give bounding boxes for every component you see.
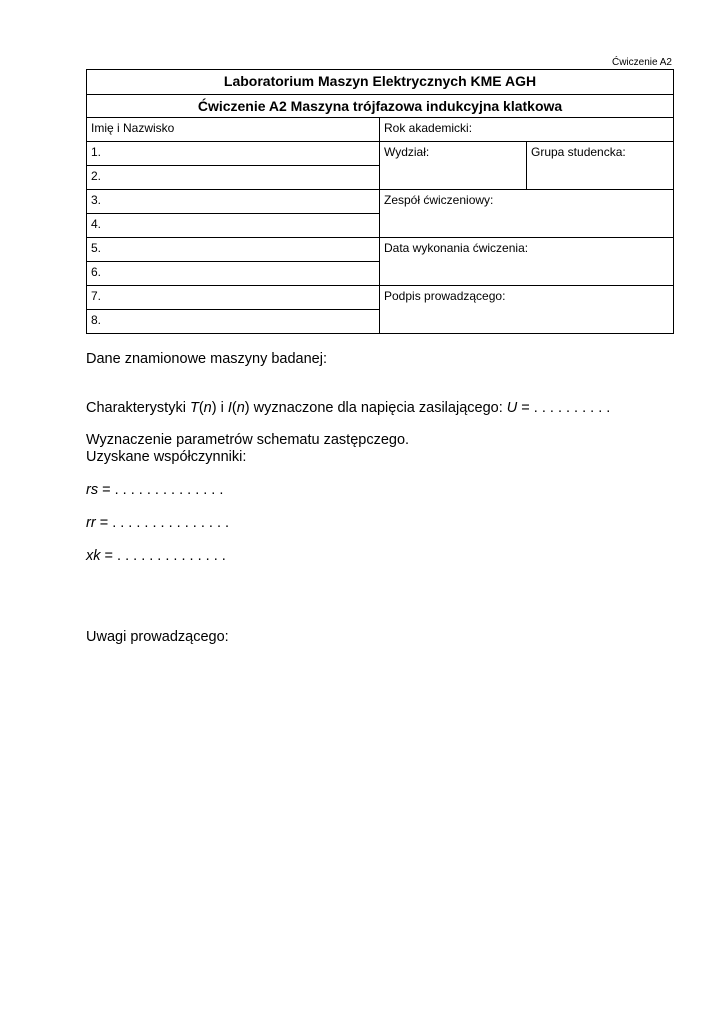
params-line-2: Uzyskane współczynniki: <box>86 449 247 465</box>
char-paren-close-1: ) i <box>211 400 228 416</box>
name-header-cell: Imię i Nazwisko <box>87 118 380 142</box>
char-paren-open-2: ( <box>231 400 237 416</box>
char-n-1: n <box>203 400 212 416</box>
academic-year-cell[interactable]: Rok akademicki: <box>380 118 674 142</box>
rs-value: = . . . . . . . . . . . . . . <box>98 482 224 498</box>
char-paren-open-1: ( <box>198 400 204 416</box>
char-suffix: = . . . . . . . . . . <box>517 400 611 416</box>
characteristics-line <box>86 400 610 417</box>
header-form-table <box>86 69 674 334</box>
rr-label: rr <box>86 515 96 531</box>
team-cell[interactable]: Zespół ćwiczeniowy: <box>380 190 674 238</box>
student-row-6[interactable]: 6. <box>87 262 380 286</box>
xk-label: xk <box>86 548 101 564</box>
student-row-1[interactable]: 1. <box>87 142 380 166</box>
char-prefix: Charakterystyki <box>86 400 190 416</box>
rr-line <box>86 515 229 532</box>
nameplate-heading: Dane znamionowe maszyny badanej: <box>86 351 327 367</box>
faculty-cell[interactable]: Wydział: <box>380 142 527 190</box>
student-row-7[interactable]: 7. <box>87 286 380 310</box>
rs-label: rs <box>86 482 99 498</box>
student-row-3[interactable]: 3. <box>87 190 380 214</box>
char-i: I <box>227 400 232 416</box>
xk-line <box>86 548 226 565</box>
xk-value: = . . . . . . . . . . . . . . <box>100 548 226 564</box>
char-paren-close-2: ) wyznaczone dla napięcia zasilającego: <box>244 400 507 416</box>
rs-line <box>86 482 223 499</box>
student-group-cell[interactable]: Grupa studencka: <box>527 142 674 190</box>
char-t: T <box>189 400 199 416</box>
exercise-label: Ćwiczenie A2 <box>611 57 672 68</box>
student-row-2[interactable]: 2. <box>87 166 380 190</box>
signature-cell[interactable]: Podpis prowadzącego: <box>380 286 674 334</box>
char-n-2: n <box>236 400 245 416</box>
student-row-4[interactable]: 4. <box>87 214 380 238</box>
student-row-8[interactable]: 8. <box>87 310 380 334</box>
lab-title: Laboratorium Maszyn Elektrycznych KME AGH <box>87 70 674 95</box>
rr-value: = . . . . . . . . . . . . . . . <box>95 515 230 531</box>
exercise-title: Ćwiczenie A2 Maszyna trójfazowa indukcyjna klatkowa <box>87 95 674 118</box>
remarks-heading: Uwagi prowadzącego: <box>86 629 229 645</box>
params-line-1: Wyznaczenie parametrów schematu zastępczego. <box>86 432 410 448</box>
date-cell[interactable]: Data wykonania ćwiczenia: <box>380 238 674 286</box>
student-row-5[interactable]: 5. <box>87 238 380 262</box>
char-u: U <box>506 400 518 416</box>
